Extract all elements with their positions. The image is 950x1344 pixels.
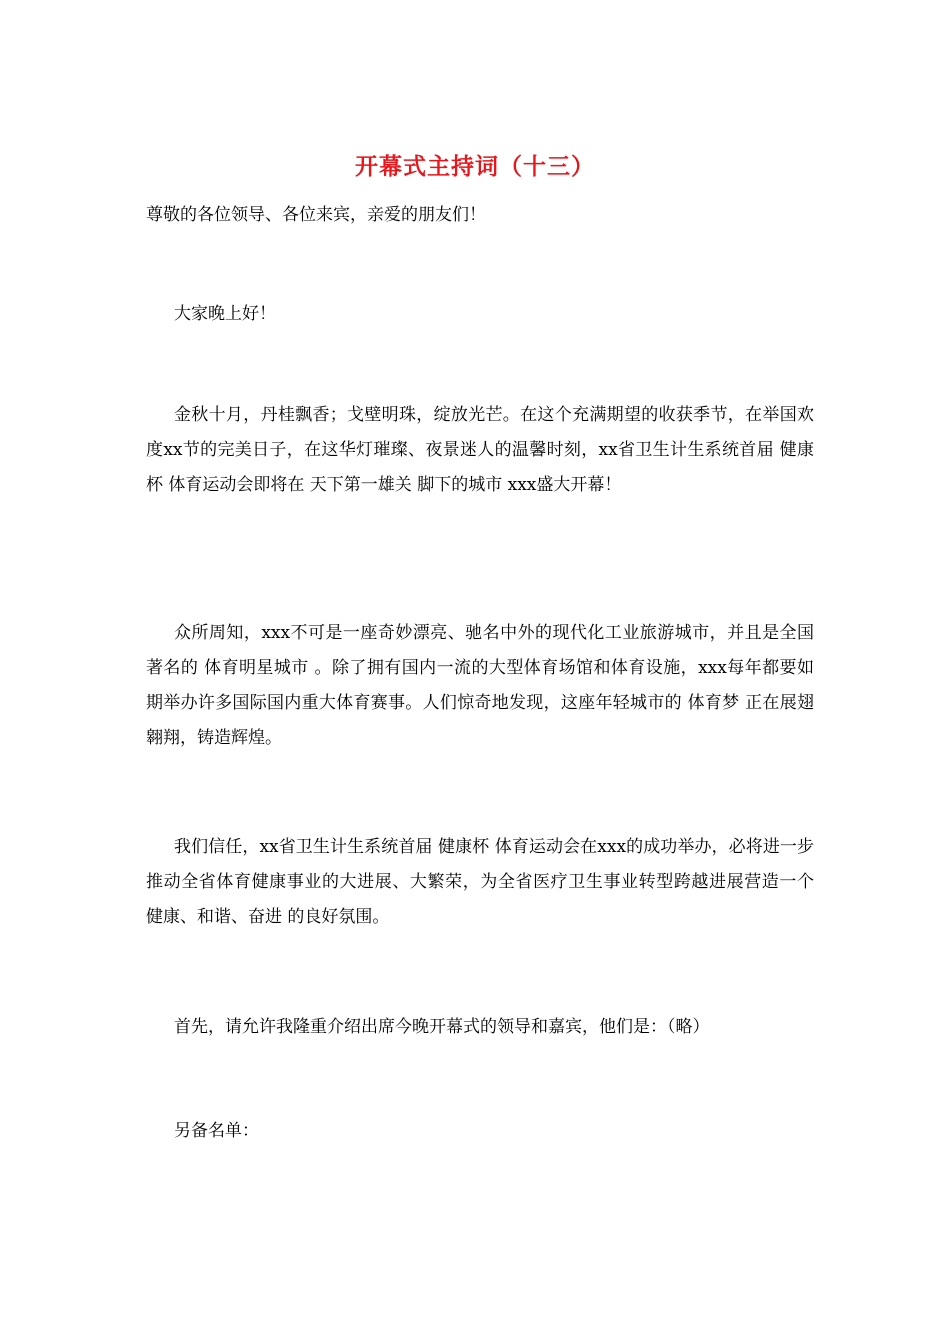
paragraph-introduction: 首先，请允许我隆重介绍出席今晚开幕式的领导和嘉宾，他们是：（略） [174,1017,710,1037]
paragraph-belief: 我们信任，xx省卫生计生系统首届 健康杯 体育运动会在xxx的成功举办，必将进一步推动全省体育健康事业的大进展、大繁荣，为全省医疗卫生事业转型跨越进展营造一个 健康、和谐、奋进 的良好氛围。 [146,837,814,927]
paragraph-opening: 金秋十月，丹桂飘香；戈壁明珠，绽放光芒。在这个充满期望的收获季节，在举国欢度xx节的完美日子，在这华灯璀璨、夜景迷人的温馨时刻，xx省卫生计生系统首届 健康杯 体育运动会即将在 天下第一雄关 脚下的城市 xxx盛大开幕！ [146,405,814,495]
paragraph-greeting: 大家晚上好！ [174,304,276,324]
document-title: 开幕式主持词（十三） [355,153,595,180]
paragraph-city: 众所周知，xxx不可是一座奇妙漂亮、驰名中外的现代化工业旅游城市，并且是全国著名的 体育明星城市 。除了拥有国内一流的大型体育场馆和体育设施，xxx每年都要如期举办许多国际国内重大体育赛事。人们惊奇地发现，这座年轻城市的 体育梦 正在展翅翱翔，铸造辉煌。 [146,623,814,748]
paragraph-backup-list: 另备名单： [174,1121,259,1141]
salutation: 尊敬的各位领导、各位来宾，亲爱的朋友们！ [146,205,486,225]
